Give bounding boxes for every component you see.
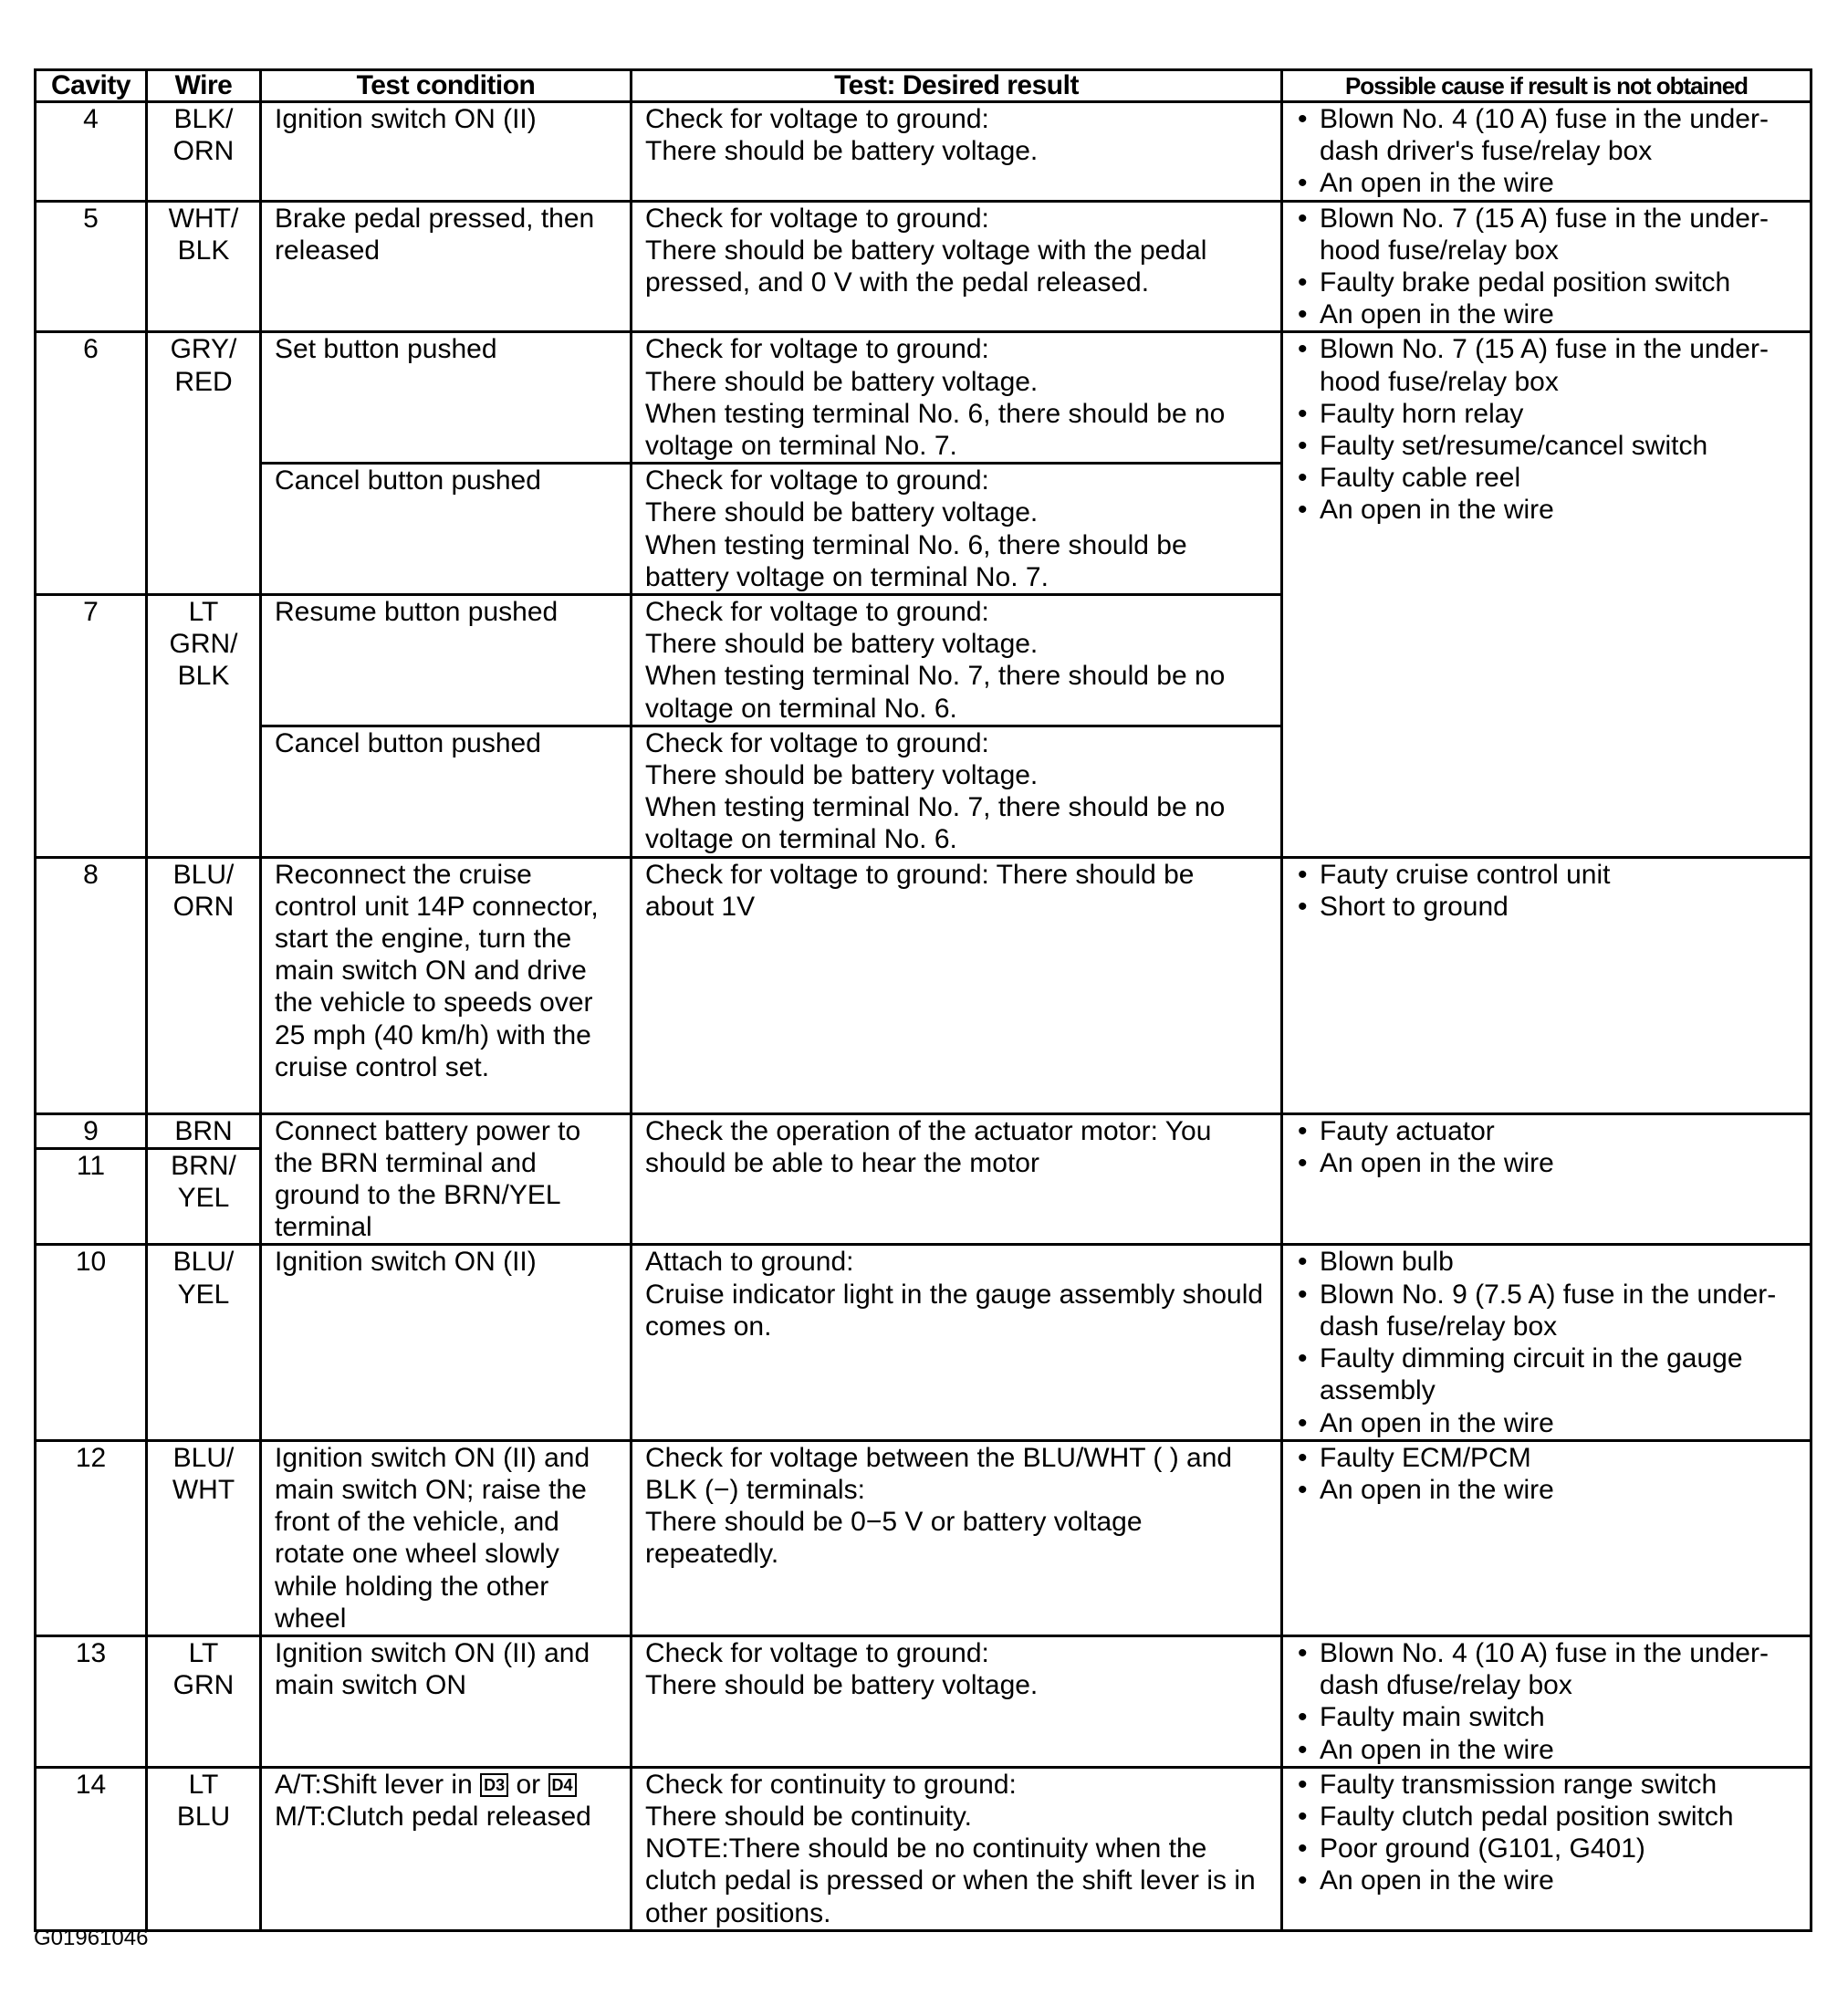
wire-cell: LT BLU (147, 1767, 261, 1930)
cavity-cell: 4 (36, 102, 147, 202)
table-row (36, 1635, 1811, 1767)
header-desired-result: Test: Desired result (632, 70, 1282, 102)
condition-cell: Set button pushed (261, 332, 632, 464)
table-row (36, 857, 1811, 1113)
condition-cell: Cancel button pushed (261, 726, 632, 857)
condition-cell: Ignition switch ON (II) and main switch ON (261, 1635, 632, 1767)
cause-item: • Faulty cable reel (1296, 462, 1797, 494)
cause-item: • An open in the wire (1296, 1734, 1797, 1766)
cause-item: • Blown No. 7 (15 A) fuse in the under-hood fuse/relay box (1296, 203, 1797, 266)
cause-item: • An open in the wire (1296, 494, 1797, 526)
cavity-cell: 12 (36, 1440, 147, 1635)
gear-d3-symbol: D3 (480, 1773, 508, 1797)
cause-item: • Blown No. 4 (10 A) fuse in the under-dash driver's fuse/relay box (1296, 103, 1797, 167)
cause-item: • Faulty transmission range switch (1296, 1769, 1797, 1801)
result-cell: Check for voltage between the BLU/WHT ( ) and BLK (−) terminals: There should be 0−5 V or battery voltage repeatedly. (632, 1440, 1282, 1635)
table-row (36, 1767, 1811, 1930)
cavity-cell: 9 11 (36, 1113, 147, 1245)
result-cell: Check the operation of the actuator motor: You should be able to hear the motor (632, 1113, 1282, 1245)
cause-item: • Blown bulb (1296, 1246, 1797, 1278)
cavity-cell: 8 (36, 857, 147, 1113)
wire-cell: GRY/ RED (147, 332, 261, 595)
wire-cell: BRN BRN/ YEL (147, 1113, 261, 1245)
table-row (36, 1113, 1811, 1245)
cause-item: • Faulty clutch pedal position switch (1296, 1801, 1797, 1833)
cause-item: • An open in the wire (1296, 1407, 1797, 1439)
cavity-cell: 6 (36, 332, 147, 595)
cause-item: • Blown No. 7 (15 A) fuse in the under-hood fuse/relay box (1296, 333, 1797, 397)
causes-cell (1282, 1245, 1811, 1440)
cavity-cell: 14 (36, 1767, 147, 1930)
table-row (36, 102, 1811, 202)
result-cell: Check for voltage to ground: There should be battery voltage. (632, 1635, 1282, 1767)
cavity-cell: 7 (36, 595, 147, 858)
result-cell: Check for voltage to ground: There should be battery voltage. When testing terminal No. 7, there should be no voltage on terminal No. 6. (632, 595, 1282, 726)
condition-cell: Cancel button pushed (261, 464, 632, 595)
result-cell: Check for voltage to ground: There should be battery voltage with the pedal pressed, and 0 V with the pedal released. (632, 201, 1282, 332)
cavity-cell: 10 (36, 1245, 147, 1440)
table-row (36, 1440, 1811, 1635)
condition-cell: A/T:Shift lever in D3 or D4 M/T:Clutch pedal released (261, 1767, 632, 1930)
causes-cell (1282, 102, 1811, 202)
causes-cell (1282, 332, 1811, 857)
causes-cell (1282, 1113, 1811, 1245)
figure-id-label: G01961046 (34, 1926, 149, 1950)
result-cell: Check for voltage to ground: There should be battery voltage. When testing terminal No. 6, there should be no voltage on terminal No. 7. (632, 332, 1282, 464)
cavity-cell: 13 (36, 1635, 147, 1767)
cause-item: • Blown No. 4 (10 A) fuse in the under-dash dfuse/relay box (1296, 1637, 1797, 1701)
condition-cell: Ignition switch ON (II) (261, 102, 632, 202)
cause-item: • Poor ground (G101, G401) (1296, 1833, 1797, 1865)
cause-item: • An open in the wire (1296, 167, 1797, 199)
table-row (36, 201, 1811, 332)
wire-cell: BLK/ ORN (147, 102, 261, 202)
wire-cell: BLU/ WHT (147, 1440, 261, 1635)
condition-cell: Resume button pushed (261, 595, 632, 726)
result-cell: Attach to ground: Cruise indicator light in the gauge assembly should comes on. (632, 1245, 1282, 1440)
wire-cell: BLU/ ORN (147, 857, 261, 1113)
cause-item: • Fauty actuator (1296, 1115, 1797, 1147)
table-row (36, 332, 1811, 464)
result-cell: Check for voltage to ground: There should be battery voltage. (632, 102, 1282, 202)
causes-cell (1282, 1767, 1811, 1930)
cause-item: • Fauty cruise control unit (1296, 859, 1797, 891)
cavity-cell: 5 (36, 201, 147, 332)
causes-cell (1282, 1635, 1811, 1767)
result-cell: Check for voltage to ground: There should be battery voltage. When testing terminal No. 7, there should be no voltage on terminal No. 6. (632, 726, 1282, 857)
cause-item: • Faulty brake pedal position switch (1296, 266, 1797, 298)
cause-item: • Faulty ECM/PCM (1296, 1442, 1797, 1474)
header-cavity: Cavity (36, 70, 147, 102)
cause-item: • Short to ground (1296, 891, 1797, 923)
condition-cell: Ignition switch ON (II) and main switch ON; raise the front of the vehicle, and rotate one wheel slowly while holding the other wheel (261, 1440, 632, 1635)
result-cell: Check for voltage to ground: There should be battery voltage. When testing terminal No. 6, there should be battery voltage on terminal No. 7. (632, 464, 1282, 595)
causes-cell (1282, 1440, 1811, 1635)
header-test-condition: Test condition (261, 70, 632, 102)
cause-item: • Faulty dimming circuit in the gauge assembly (1296, 1342, 1797, 1406)
cause-item: • Blown No. 9 (7.5 A) fuse in the under-dash fuse/relay box (1296, 1279, 1797, 1342)
wire-cell: WHT/ BLK (147, 201, 261, 332)
condition-cell: Ignition switch ON (II) (261, 1245, 632, 1440)
cause-item: • An open in the wire (1296, 1474, 1797, 1506)
cause-item: • An open in the wire (1296, 298, 1797, 330)
condition-cell: Brake pedal pressed, then released (261, 201, 632, 332)
cause-item: • Faulty set/resume/cancel switch (1296, 430, 1797, 462)
cause-item: • Faulty main switch (1296, 1701, 1797, 1733)
table-row (36, 1245, 1811, 1440)
wire-cell: BLU/ YEL (147, 1245, 261, 1440)
gear-d4-symbol: D4 (548, 1773, 577, 1797)
condition-cell: Reconnect the cruise control unit 14P connector, start the engine, turn the main switch ON and drive the vehicle to speeds over 25 mph (40 km/h) with the cruise control set. (261, 857, 632, 1113)
causes-cell (1282, 857, 1811, 1113)
condition-cell: Connect battery power to the BRN terminal and ground to the BRN/YEL terminal (261, 1113, 632, 1245)
header-possible-cause: Possible cause if result is not obtained (1282, 70, 1811, 102)
causes-cell (1282, 201, 1811, 332)
result-cell: Check for voltage to ground: There should be about 1V (632, 857, 1282, 1113)
cause-item: • Faulty horn relay (1296, 398, 1797, 430)
header-wire: Wire (147, 70, 261, 102)
cause-item: • An open in the wire (1296, 1865, 1797, 1896)
table-header-row (36, 70, 1811, 102)
wire-cell: LT GRN (147, 1635, 261, 1767)
cruise-control-test-table (34, 68, 1812, 1932)
wire-cell: LT GRN/ BLK (147, 595, 261, 858)
result-cell: Check for continuity to ground: There should be continuity. NOTE:There should be no continuity when the clutch pedal is pressed or when the shift lever is in other positions. (632, 1767, 1282, 1930)
cause-item: • An open in the wire (1296, 1147, 1797, 1179)
